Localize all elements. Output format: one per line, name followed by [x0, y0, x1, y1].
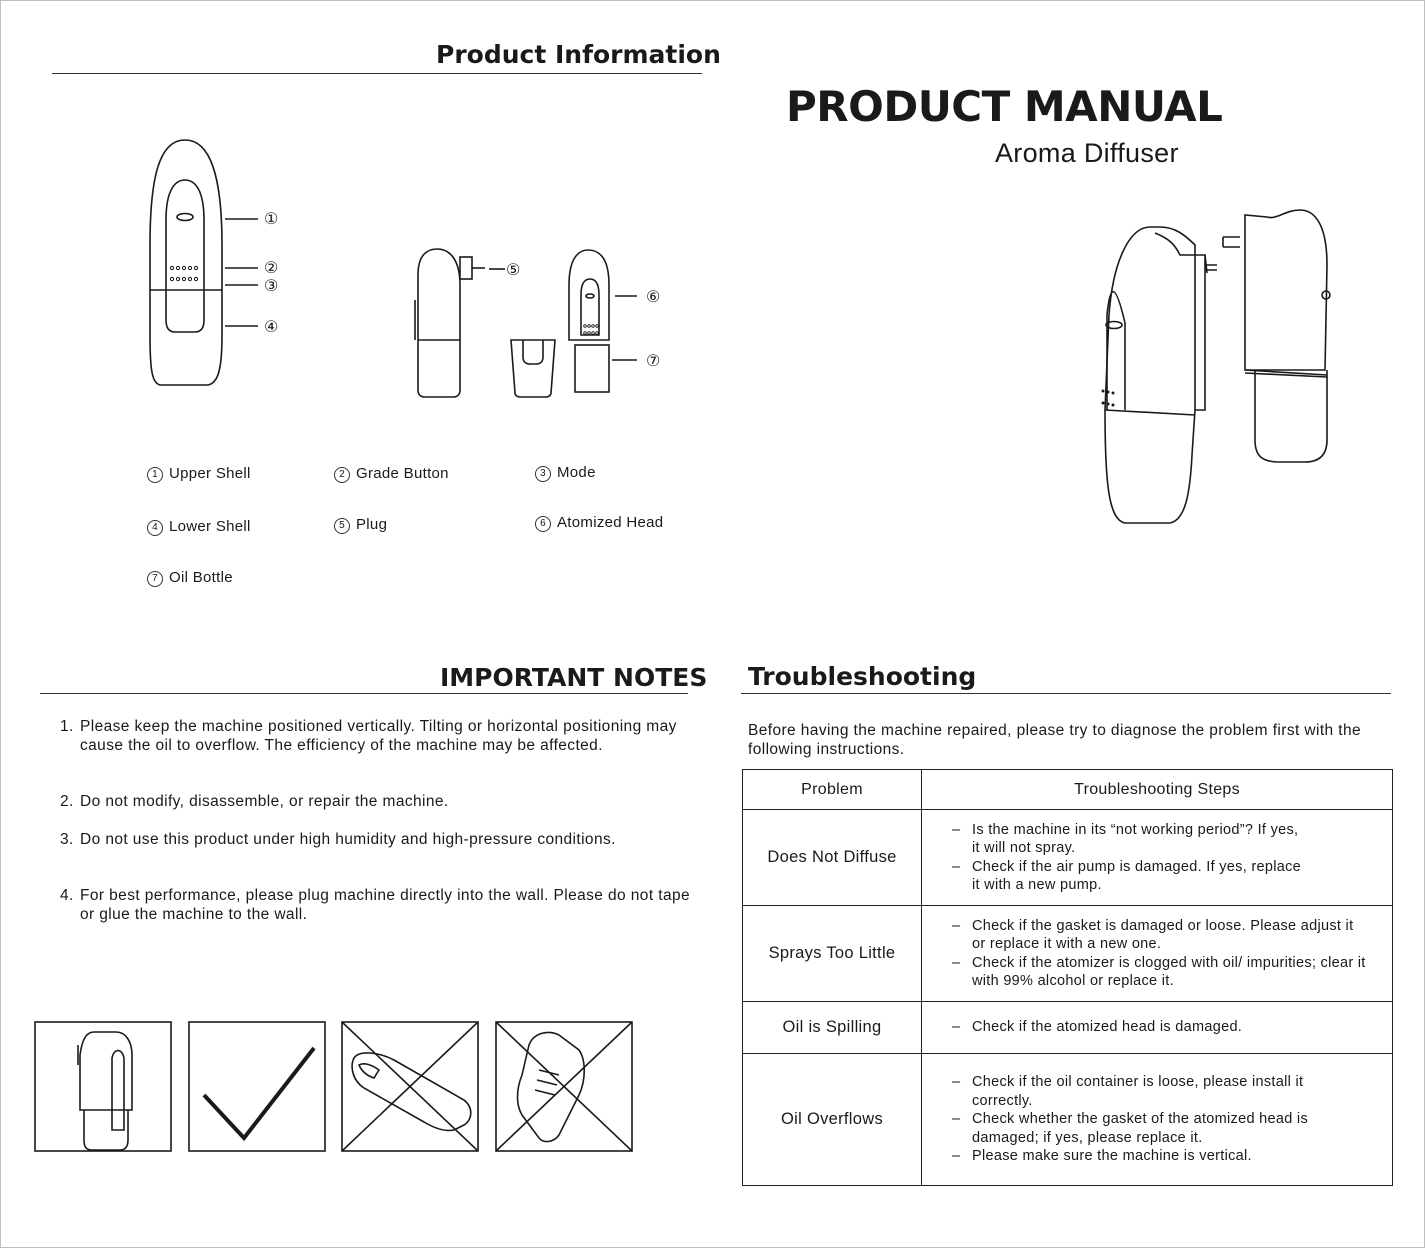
callout-2: ② [264, 260, 279, 277]
note-item-3: 3. Do not use this product under high humidity and high-pressure conditions. [60, 831, 616, 848]
diffuser-exploded-diagram [405, 245, 645, 400]
column-header-problem: Problem [743, 770, 922, 810]
product-information-rule [52, 73, 702, 74]
legend-item-1: 1 Upper Shell [147, 465, 251, 483]
step-item: – Check if the atomizer is clogged with oil/ impurities; clear it with 99% alcohol or replace it. [952, 954, 1392, 991]
table-row [743, 906, 1393, 1002]
problem-cell: Oil is Spilling [743, 1002, 922, 1054]
orientation-illustrations [34, 1020, 634, 1153]
callout-5: ⑤ [506, 262, 521, 279]
legend-item-6: 6 Atomized Head [535, 514, 663, 532]
steps-cell [922, 906, 1393, 1002]
steps-cell [922, 1002, 1393, 1054]
legend-item-3: 3 Mode [535, 464, 596, 482]
manual-subtitle: Aroma Diffuser [995, 138, 1179, 168]
problem-cell: Sprays Too Little [743, 906, 922, 1002]
problem-cell: Does Not Diffuse [743, 810, 922, 906]
product-information-heading: Product Information [436, 40, 721, 69]
important-notes-heading: IMPORTANT NOTES [440, 663, 708, 692]
troubleshooting-intro: Before having the machine repaired, please try to diagnose the problem first with the following instructions. [748, 722, 1361, 758]
callout-4: ④ [264, 319, 279, 336]
step-item: – Check if the atomized head is damaged. [952, 1018, 1392, 1037]
legend-item-4: 4 Lower Shell [147, 518, 251, 536]
troubleshooting-rule [741, 693, 1391, 694]
manual-title: PRODUCT MANUAL [786, 82, 1223, 131]
table-row [743, 1002, 1393, 1054]
step-item: – Is the machine in its “not working period”? If yes, it will not spray. [952, 821, 1302, 858]
step-item: – Check if the gasket is damaged or loose. Please adjust it or replace it with a new one. [952, 917, 1362, 954]
table-header-row [743, 770, 1393, 810]
step-item: – Check whether the gasket of the atomized head is damaged; if yes, please replace it. [952, 1110, 1317, 1147]
table-row [743, 1054, 1393, 1186]
note-item-1: 1. Please keep the machine positioned vertically. Tilting or horizontal positioning may cause the oil to overflow. The efficiency of the machine may be affected. [60, 718, 677, 754]
problem-cell: Oil Overflows [743, 1054, 922, 1186]
legend-item-2: 2 Grade Button [334, 465, 449, 483]
important-notes-rule [40, 693, 688, 694]
callout-1: ① [264, 211, 279, 228]
troubleshooting-table [742, 769, 1393, 1186]
diffuser-product-illustration [1095, 205, 1345, 535]
step-item: – Check if the air pump is damaged. If yes, replace it with a new pump. [952, 858, 1302, 895]
troubleshooting-heading: Troubleshooting [748, 662, 977, 691]
callout-6: ⑥ [646, 289, 661, 306]
steps-cell [922, 1054, 1393, 1186]
steps-cell [922, 810, 1393, 906]
legend-item-5: 5 Plug [334, 516, 387, 534]
column-header-steps: Troubleshooting Steps [922, 770, 1393, 810]
step-item: – Check if the oil container is loose, please install it correctly. [952, 1073, 1312, 1110]
note-item-4: 4. For best performance, please plug machine directly into the wall. Please do not tape or glue the machine to the wall. [60, 887, 691, 923]
step-item: – Please make sure the machine is vertical. [952, 1147, 1392, 1166]
callout-7: ⑦ [646, 353, 661, 370]
table-row [743, 810, 1393, 906]
note-item-2: 2. Do not modify, disassemble, or repair the machine. [60, 793, 449, 810]
legend-item-7: 7 Oil Bottle [147, 569, 233, 587]
callout-3: ③ [264, 278, 279, 295]
